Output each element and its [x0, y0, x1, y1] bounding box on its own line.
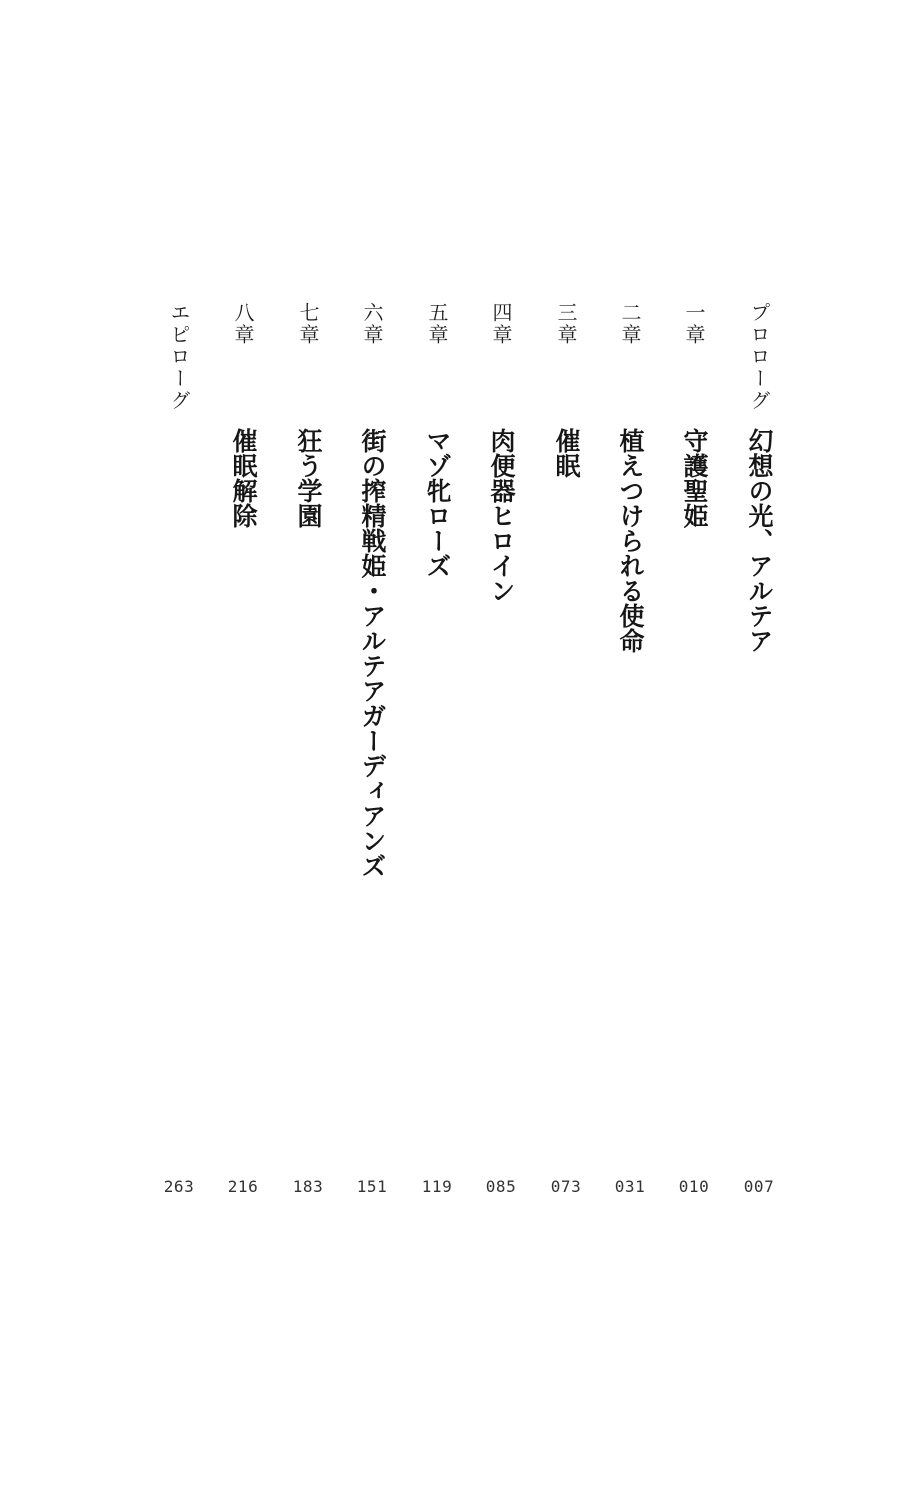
chapter-title: 催眠解除 [229, 428, 258, 528]
page-number: 007 [743, 1177, 775, 1196]
toc-entry-chapter-7[interactable] [288, 0, 328, 1500]
toc-entry-epilogue[interactable] [159, 0, 199, 1500]
chapter-title: 植えつけられる使命 [616, 428, 645, 653]
chapter-title: 幻想の光、アルテア [745, 428, 774, 653]
toc-entry-chapter-1[interactable] [674, 0, 714, 1500]
chapter-label: エピローグ [167, 302, 191, 412]
chapter-label: 七章 [296, 302, 320, 346]
page-number: 216 [227, 1177, 259, 1196]
chapter-title: マゾ牝ローズ [423, 428, 452, 578]
chapter-title: 守護聖姫 [680, 428, 709, 528]
page-number: 151 [356, 1177, 388, 1196]
toc-entry-chapter-3[interactable] [546, 0, 586, 1500]
chapter-label: 八章 [231, 302, 255, 346]
chapter-title: 催眠 [552, 428, 581, 478]
chapter-label: 六章 [360, 302, 384, 346]
chapter-label: 五章 [425, 302, 449, 346]
page-number: 073 [550, 1177, 582, 1196]
toc-entry-chapter-6[interactable] [352, 0, 392, 1500]
chapter-label: 四章 [489, 302, 513, 346]
chapter-label: プロローグ [747, 302, 771, 412]
chapter-label: 一章 [682, 302, 706, 346]
toc-entry-chapter-8[interactable] [223, 0, 263, 1500]
chapter-label: 三章 [554, 302, 578, 346]
page-number: 010 [678, 1177, 710, 1196]
chapter-title: 狂う学園 [294, 428, 323, 528]
chapter-title: 街の搾精戦姫・アルテアガーディアンズ [358, 428, 387, 878]
page-number: 085 [485, 1177, 517, 1196]
toc-entry-chapter-4[interactable] [481, 0, 521, 1500]
toc-entry-prologue[interactable] [739, 0, 779, 1500]
page-number: 263 [163, 1177, 195, 1196]
chapter-title: 肉便器ヒロイン [487, 428, 516, 603]
page-number: 183 [292, 1177, 324, 1196]
page-number: 119 [421, 1177, 453, 1196]
toc-entry-chapter-2[interactable] [610, 0, 650, 1500]
toc-entry-chapter-5[interactable] [417, 0, 457, 1500]
chapter-label: 二章 [618, 302, 642, 346]
page-number: 031 [614, 1177, 646, 1196]
